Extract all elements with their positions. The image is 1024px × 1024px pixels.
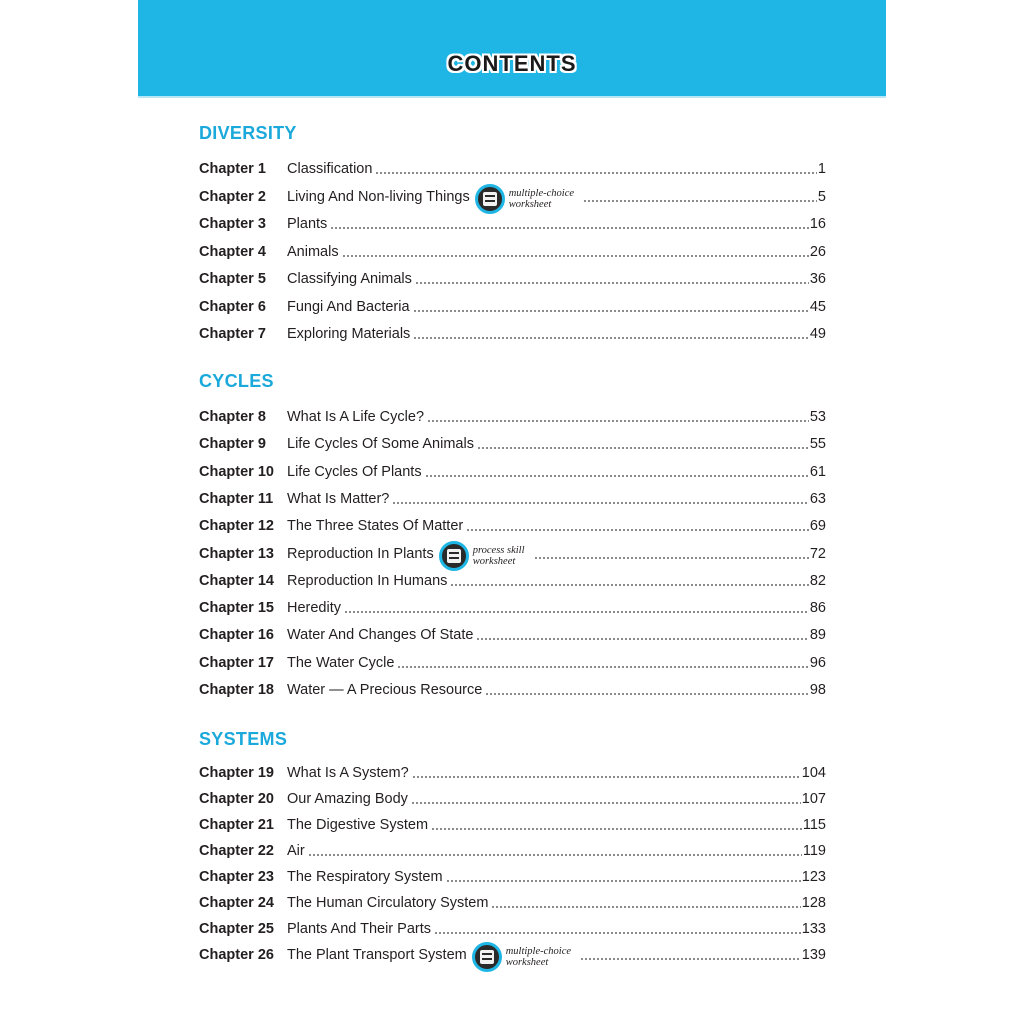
chapter-number: Chapter 11 [199,490,274,507]
page-number: 72 [809,545,826,562]
dot-leader [476,638,808,640]
dot-leader [411,802,801,804]
badge-label-line1: multiple-choice [505,945,572,957]
chapter-title: Reproduction In Humans [287,572,448,589]
chapter-title: Animals [287,243,339,260]
dot-leader [491,906,800,908]
toc-row[interactable] [199,266,826,288]
worksheet-badge [439,545,531,567]
toc-row[interactable] [199,786,826,808]
page-number: 96 [809,654,826,671]
chapter-title: The Water Cycle [287,654,395,671]
chapter-number: Chapter 21 [199,816,274,833]
chapter-number: Chapter 24 [199,894,274,911]
page-number: 5 [817,188,826,205]
page-number: 123 [801,868,826,885]
chapter-number: Chapter 23 [199,868,274,885]
toc-row[interactable] [199,916,826,938]
badge-label-line1: multiple-choice [508,187,575,199]
worksheet-icon [439,541,469,571]
page-number: 61 [809,463,826,480]
toc-row[interactable] [199,760,826,782]
page-number: 119 [802,842,826,859]
toc-row[interactable] [199,486,826,508]
chapter-number: Chapter 25 [199,920,274,937]
dot-leader [413,310,809,312]
page-number: 69 [809,518,826,535]
page-number: 133 [801,920,826,937]
chapter-number: Chapter 15 [199,600,274,617]
toc-row[interactable] [199,541,826,567]
chapter-number: Chapter 4 [199,243,266,260]
toc-row[interactable] [199,812,826,834]
toc-row[interactable] [199,622,826,644]
chapter-title: The Respiratory System [287,868,443,885]
page-number: 86 [809,600,826,617]
chapter-title: Air [287,842,305,859]
chapter-title: Living And Non-living Things [287,188,470,205]
toc-row[interactable] [199,568,826,590]
toc-row[interactable] [199,184,826,210]
dot-leader [466,529,809,531]
dot-leader [534,557,809,559]
chapter-number: Chapter 7 [199,326,266,342]
header-banner [138,0,886,98]
section-heading-diversity: DIVERSITY [199,123,297,143]
dot-leader [446,880,801,882]
toc-row[interactable] [199,650,826,672]
chapter-number: Chapter 12 [199,518,274,535]
chapter-number: Chapter 9 [199,436,266,453]
chapter-title: Classification [287,161,373,177]
toc-row[interactable] [199,239,826,261]
page-number: 89 [809,627,826,644]
chapter-title: Life Cycles Of Plants [287,463,422,480]
page-number: 55 [809,436,826,453]
badge-label-line2: worksheet [505,956,549,968]
dot-leader [425,475,809,477]
worksheet-icon [472,942,502,972]
dot-leader [397,666,808,668]
chapter-title: Plants And Their Parts [287,920,432,937]
chapter-title: What Is A Life Cycle? [287,409,425,425]
dot-leader [342,255,809,257]
chapter-number: Chapter 18 [199,682,274,698]
chapter-title: Heredity [287,600,341,617]
dot-leader [415,282,809,284]
page-number: 115 [802,816,826,833]
chapter-number: Chapter 5 [199,271,266,287]
worksheet-badge [472,946,577,968]
page-number: 16 [809,216,826,232]
toc-row[interactable] [199,890,826,912]
toc-row[interactable] [199,156,826,178]
chapter-number: Chapter 10 [199,463,274,480]
badge-label-line1: process skill [472,544,525,556]
dot-leader [477,447,809,449]
chapter-title: The Digestive System [287,816,429,833]
toc-row[interactable] [199,211,826,233]
page-number: 128 [801,894,826,911]
chapter-title: Life Cycles Of Some Animals [287,436,474,453]
section-heading-cycles: CYCLES [199,371,274,391]
dot-leader [344,611,809,613]
dot-leader [583,200,817,202]
toc-row[interactable] [199,459,826,481]
chapter-number: Chapter 16 [199,627,274,644]
chapter-title: Water And Changes Of State [287,627,474,644]
page-number: 104 [801,765,826,781]
dot-leader [413,337,809,339]
page-number: 49 [809,326,826,342]
chapter-number: Chapter 17 [199,654,274,671]
page-number: 45 [809,298,826,315]
chapter-number: Chapter 26 [199,946,274,963]
page-number: 36 [809,271,826,287]
page-number: 82 [809,572,826,589]
chapter-number: Chapter 3 [199,216,266,232]
chapter-title: Classifying Animals [287,271,412,287]
page-title: CONTENTS [447,51,577,76]
toc-row[interactable] [199,513,826,535]
dot-leader [485,693,809,695]
page-number: 98 [809,682,826,698]
worksheet-icon [475,184,505,214]
chapter-title: Exploring Materials [287,326,411,342]
page-number: 107 [801,790,826,807]
badge-label-line2: worksheet [508,198,552,210]
chapter-number: Chapter 19 [199,765,274,781]
chapter-number: Chapter 14 [199,572,274,589]
chapter-title: The Human Circulatory System [287,894,489,911]
page-number: 139 [801,946,826,963]
dot-leader [580,958,801,960]
toc-row[interactable] [199,321,826,343]
page-number: 26 [809,243,826,260]
chapter-number: Chapter 13 [199,545,274,562]
section-heading-systems: SYSTEMS [199,729,288,749]
chapter-title: Plants [287,216,328,232]
dot-leader [450,584,808,586]
toc-row[interactable] [199,864,826,886]
toc-row[interactable] [199,595,826,617]
chapter-title: Reproduction In Plants [287,545,434,562]
toc-row[interactable] [199,942,826,968]
chapter-title: Our Amazing Body [287,790,408,807]
dot-leader [412,776,801,778]
contents-page [138,0,886,1024]
chapter-title: Water — A Precious Resource [287,682,483,698]
toc-row[interactable] [199,294,826,316]
chapter-title: The Three States Of Matter [287,518,464,535]
chapter-number: Chapter 6 [199,298,266,315]
chapter-title: What Is A System? [287,765,409,781]
toc-row[interactable] [199,404,826,426]
chapter-title: Fungi And Bacteria [287,298,410,315]
worksheet-badge [475,188,580,210]
chapter-title: What Is Matter? [287,490,390,507]
chapter-title: The Plant Transport System [287,946,467,963]
chapter-number: Chapter 8 [199,409,266,425]
dot-leader [392,502,809,504]
page-number: 63 [809,490,826,507]
toc-row[interactable] [199,431,826,453]
dot-leader [434,932,801,934]
dot-leader [431,828,802,830]
chapter-number: Chapter 2 [199,188,266,205]
toc-row[interactable] [199,677,826,699]
chapter-number: Chapter 1 [199,161,266,177]
badge-label-line2: worksheet [472,555,516,567]
chapter-number: Chapter 22 [199,842,274,859]
page-number: 1 [817,161,826,177]
dot-leader [427,420,809,422]
toc-row[interactable] [199,838,826,860]
dot-leader [330,227,809,229]
dot-leader [308,854,802,856]
chapter-number: Chapter 20 [199,790,274,807]
page-number: 53 [809,409,826,425]
dot-leader [375,172,817,174]
